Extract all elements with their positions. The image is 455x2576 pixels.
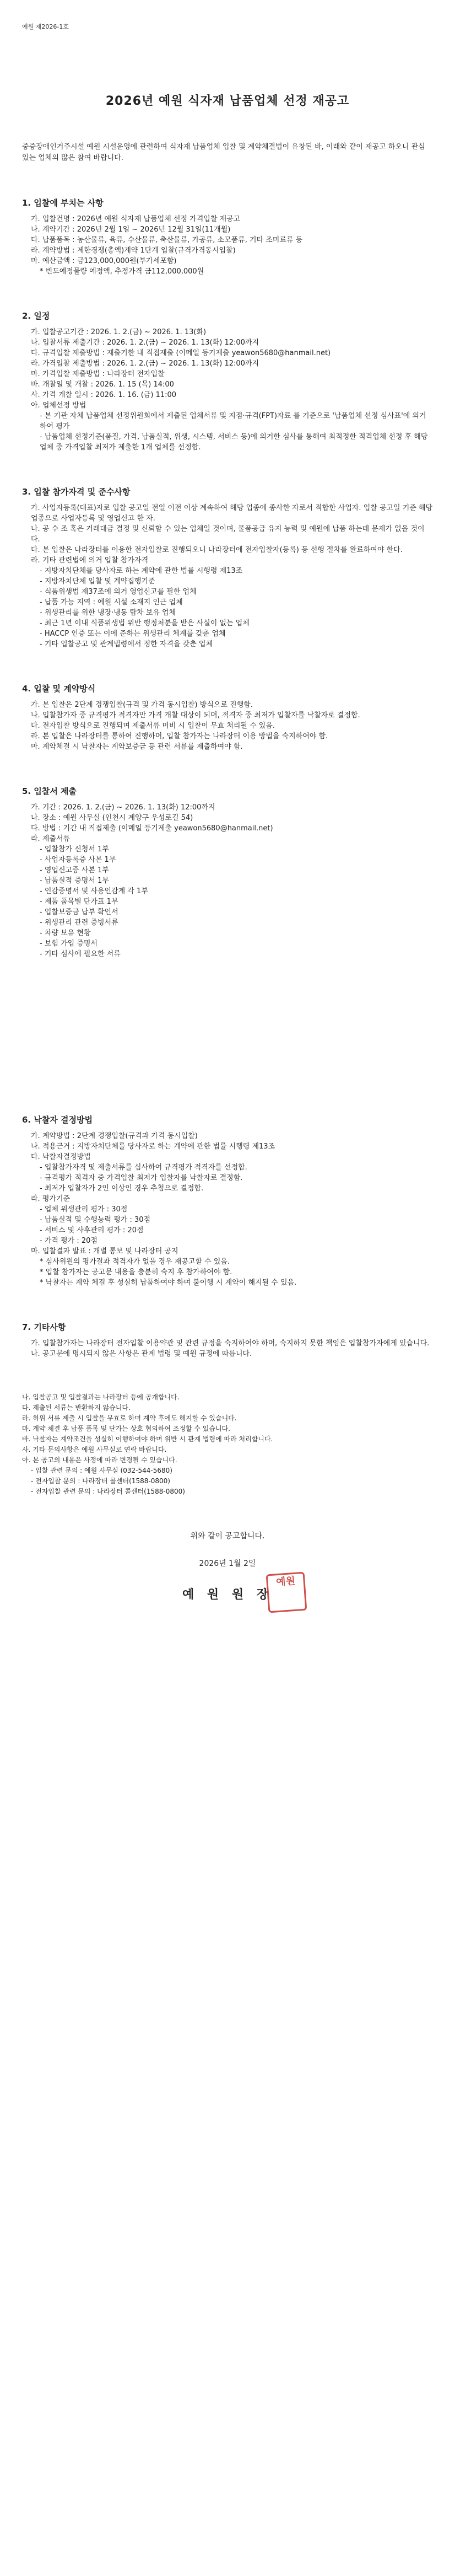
- row: - 입찰참가자격 및 제출서류를 심사하여 규격평가 적격자를 선정함.: [40, 1163, 247, 1172]
- section-7: [22, 1321, 433, 1359]
- row: 라. 계약방법 : 제한경쟁(총액)계약 1단계 입찰(규격가격동시입찰): [31, 246, 236, 255]
- row: 가. 계약방법 : 2단계 경쟁입찰(규격과 가격 동시입찰): [31, 1132, 198, 1140]
- row: 가. 기간 : 2026. 1. 2.(금) ~ 2026. 1. 13(화) 12:00까지: [31, 803, 215, 812]
- document-title: 2026년 예원 식자재 납품업체 선정 재공고: [105, 94, 350, 108]
- section-title: 6. 낙찰자 결정방법: [22, 1115, 93, 1125]
- list-item: - 식품위생법 제37조에 의거 영업신고를 필한 업체: [40, 588, 197, 596]
- row: 나. 공 수 조 혹은 거래대금 결정 및 신뢰할 수 있는 업체일 것이며, 물품공급 유지 능력 및 예원에 납품 하는데 문제가 없을 것이다.: [31, 525, 425, 544]
- row: 라. 평가기준: [31, 1195, 71, 1203]
- signatory: [182, 1575, 296, 1602]
- official-seal-icon: [266, 1572, 307, 1613]
- section-3: [22, 486, 433, 650]
- list-item: - 기타 입찰공고 및 관계법령에서 정한 자격을 갖춘 업체: [40, 640, 213, 648]
- section-title: 7. 기타사항: [22, 1322, 66, 1332]
- row: 다. 방법 : 기간 내 직접제출 (이메일 등기제출 yeawon5680@hanmail.net): [31, 824, 273, 833]
- row: 라. 본 입찰은 나라장터를 통하여 진행하며, 입찰 참가자는 나라장터 이용 방법을 숙지하여야 함.: [31, 732, 328, 740]
- row: 마. 입찰결과 발표 : 개별 통보 및 나라장터 공지: [31, 1247, 178, 1255]
- row: 나. 계약기간 : 2026년 2월 1일 ~ 2026년 12월 31일(11개월): [31, 226, 231, 234]
- list-item: - 입찰보증금 납부 확인서: [40, 908, 118, 916]
- row: - 가격 평가 : 20점: [40, 1237, 98, 1245]
- row: 나. 입찰참가자 중 규격평가 적격자만 가격 개찰 대상이 되며, 적격자 중 최저가 입찰자를 낙찰자로 결정함.: [31, 711, 360, 720]
- row: 다. 전자입찰 방식으로 진행되며 제출서류 미비 시 입찰이 무효 처리될 수 있음.: [31, 722, 275, 730]
- row: 라. 가격입찰 제출방법 : 2026. 1. 2.(금) ~ 2026. 1. 13(화) 12:00까지: [31, 359, 259, 368]
- row: 라. 제출서류: [31, 835, 71, 843]
- note: 마. 계약 체결 후 납품 품목 및 단가는 상호 협의하여 조정할 수 있습니다.: [22, 1425, 230, 1432]
- row: 나. 적용근거 : 지방자치단체를 당사자로 하는 계약에 관한 법률 시행령 제13조: [31, 1142, 275, 1151]
- row: - 규격평가 적격자 중 가격입찰 최저가 입찰자를 낙찰자로 결정함.: [40, 1174, 243, 1182]
- list-item: - 위생관리를 위한 냉장·냉동 탑차 보유 업체: [40, 609, 176, 617]
- list-item: - 기타 심사에 필요한 서류: [40, 950, 121, 958]
- signatory-name: 예 원 원 장: [182, 1588, 273, 1602]
- list-item: - 보험 가입 증명서: [40, 940, 98, 948]
- row: * 빈도예정물량 예정액, 추정가격 금112,000,000원: [40, 267, 204, 276]
- list-item: - 제품 품목별 단가표 1부: [40, 898, 118, 906]
- contact: - 입찰 관련 문의 : 예원 사무실 (032-544-5680): [31, 1467, 172, 1474]
- section-5: [22, 785, 433, 959]
- list-item: - 납품실적 증명서 1부: [40, 877, 109, 885]
- list-item: - 최근 1년 이내 식품위생법 위반 행정처분을 받은 사실이 없는 업체: [40, 619, 250, 627]
- section-title: 2. 일정: [22, 311, 50, 321]
- list-item: - HACCP 인증 또는 이에 준하는 위생관리 체계를 갖춘 업체: [40, 630, 226, 638]
- closing-text: 위와 같이 공고합니다.: [190, 1532, 265, 1541]
- list-item: - 영업신고증 사본 1부: [40, 866, 109, 874]
- row: - 최저가 입찰자가 2인 이상인 경우 추첨으로 결정함.: [40, 1184, 204, 1193]
- row: 다. 낙찰자결정방법: [31, 1153, 91, 1161]
- row: 가. 본 입찰은 2단계 경쟁입찰(규격 및 가격 동시입찰) 방식으로 진행함.: [31, 701, 253, 709]
- list-item: - 입찰참가 신청서 1부: [40, 845, 109, 854]
- row: - 납품업체 선정기준(품질, 가격, 납품실적, 위생, 시스템, 서비스 등)에 의거한 심사를 통해여 최적정한 적격업체 선정 후 해당 업체 중 가격입찰 최저가 제출한 1개 업체를 선정함.: [40, 433, 428, 452]
- row: 바. 개찰일 및 개찰 : 2026. 1. 15 (목) 14:00: [31, 380, 174, 389]
- row: 다. 규격입찰 제출방법 : 재출기한 내 직접제출 (이메일 등기제출 yeawon5680@hanmail.net): [31, 349, 331, 357]
- note: 라. 허위 서류 제출 시 입찰을 무효로 하며 계약 후에도 해지할 수 있습니다.: [22, 1414, 237, 1422]
- row: 가. 사업자등록(대표)자로 입찰 공고일 전일 이전 이상 계속하여 해당 업종에 종사한 자로서 적합한 사업자. 입찰 공고일 기준 해당 업종으로 사업자등록 및 영업신고 한 자.: [31, 504, 433, 523]
- list-item: - 지방자치단체를 당사자로 하는 계약에 관한 법률 시행령 제13조: [40, 567, 243, 575]
- section-4: [22, 683, 433, 752]
- row: 나. 입찰서류 제출기간 : 2026. 1. 2.(금) ~ 2026. 1. 13(화) 12:00까지: [31, 339, 259, 347]
- sign-date: 2026년 1월 2일: [199, 1559, 256, 1568]
- seal-text: 예원: [275, 1575, 296, 1588]
- row: 라. 기타 관련법에 의거 입찰 참가자격: [31, 556, 149, 565]
- note: 사. 기타 문의사항은 예원 사무실로 연락 바랍니다.: [22, 1446, 167, 1453]
- contact: - 전자입찰 문의 : 나라장터 콜센터(1588-0800): [31, 1477, 170, 1485]
- document-page: [22, 22, 433, 2553]
- row: 가. 입찰건명 : 2026년 예원 식자재 납품업체 선정 가격입찰 재공고: [31, 215, 241, 223]
- section-title: 5. 입찰서 제출: [22, 786, 77, 796]
- section-title: 1. 입찰에 부치는 사항: [22, 198, 104, 208]
- row: 마. 예산금액 : 금123,000,000원(부가세포함): [31, 257, 177, 265]
- section-6: [22, 1114, 433, 1288]
- row: - 업체 위생관리 평가 : 30점: [40, 1205, 128, 1214]
- section-1: [22, 197, 433, 277]
- intro-paragraph: 중증장애인거주시설 예원 시설운영에 관련하여 식자재 납품업체 입찰 및 계약체결법이 유창된 바, 이래와 같이 재공고 하오니 관심 있는 업체의 많은 참여 바랍니다.: [22, 143, 425, 162]
- row: 나. 공고문에 명시되지 않은 사항은 관계 법령 및 예원 규정에 따릅니다.: [31, 1350, 252, 1358]
- section-title: 4. 입찰 및 계약방식: [22, 684, 96, 694]
- row: 마. 가격입찰 제출방법 : 나라장터 전자입찰: [31, 370, 165, 378]
- list-item: - 인감증명서 및 사용인감계 각 1부: [40, 887, 148, 895]
- note: 다. 제출된 서류는 반환하지 않습니다.: [22, 1404, 131, 1412]
- list-item: - 납품 가능 지역 : 예원 시설 소재지 인근 업체: [40, 598, 183, 607]
- row: 나. 장소 : 예원 사무실 (인천시 계양구 우성로길 54): [31, 814, 193, 822]
- contact: - 전자입찰 관련 문의 : 나라장터 콜센터(1588-0800): [31, 1488, 185, 1495]
- list-item: - 사업자등록증 사본 1부: [40, 856, 116, 864]
- notes-block: [22, 1392, 433, 1497]
- note: 바. 낙찰자는 계약조건을 성실히 이행하여야 하며 위반 시 관계 법령에 따라 처리합니다.: [22, 1435, 273, 1443]
- row: - 본 기관 자체 납품업체 선정위원회에서 제출된 업체서류 및 지점·규격(FPT)자료 를 기준으로 '납품업체 선정 심사표'에 의거하여 평가: [40, 412, 426, 431]
- row: - 서비스 및 사후관리 평가 : 20점: [40, 1226, 144, 1235]
- list-item: - 위생관리 관련 증빙서류: [40, 919, 118, 927]
- row: 가. 입찰참가자는 나라장터 전자입찰 이용약관 및 관련 규정을 숙지하여야 하며, 숙지하지 못한 책임은 입찰참가자에게 있습니다.: [31, 1339, 430, 1348]
- row: 다. 본 입찰은 나라장터를 이용한 전자입찰로 진행되오니 나라장터에 전자입찰자(등록) 등 선행 절차를 완료하여야 한다.: [31, 546, 403, 554]
- section-title: 3. 입찰 참가자격 및 준수사항: [22, 487, 131, 497]
- row: - 납품실적 및 수행능력 평가 : 30점: [40, 1216, 151, 1224]
- row: 아. 업체선정 방법: [31, 401, 86, 410]
- section-2: [22, 310, 433, 453]
- note: * 입찰 참가자는 공고문 내용을 충분히 숙지 후 참가하여야 함.: [40, 1268, 232, 1276]
- note: 아. 본 공고의 내용은 사정에 따라 변경될 수 있습니다.: [22, 1456, 177, 1464]
- row: 다. 납품품목 : 농산물류, 육류, 수산물류, 축산물류, 가공류, 소모품류, 기타 조미료류 등: [31, 236, 303, 244]
- list-item: - 지방자치단체 입찰 및 계약집행기준: [40, 577, 155, 586]
- document-number: 예원 제2026-1호: [22, 23, 69, 30]
- row: 사. 가격 개찰 일시 : 2026. 1. 16. (금) 11:00: [31, 391, 177, 399]
- list-item: - 차량 보유 현황: [40, 929, 91, 937]
- note: 나. 입찰공고 및 입찰결과는 나라장터 등에 공개합니다.: [22, 1393, 180, 1401]
- note: * 심사위원의 평가결과 적격자가 없을 경우 재공고할 수 있음.: [40, 1258, 230, 1266]
- row: 가. 입찰공고기간 : 2026. 1. 2.(금) ~ 2026. 1. 13(화): [31, 328, 207, 336]
- row: 마. 계약체결 시 낙찰자는 계약보증금 등 관련 서류를 제출하여야 함.: [31, 743, 243, 751]
- note: * 낙찰자는 계약 체결 후 성실히 납품하여야 하며 불이행 시 계약이 해지될 수 있음.: [40, 1279, 297, 1287]
